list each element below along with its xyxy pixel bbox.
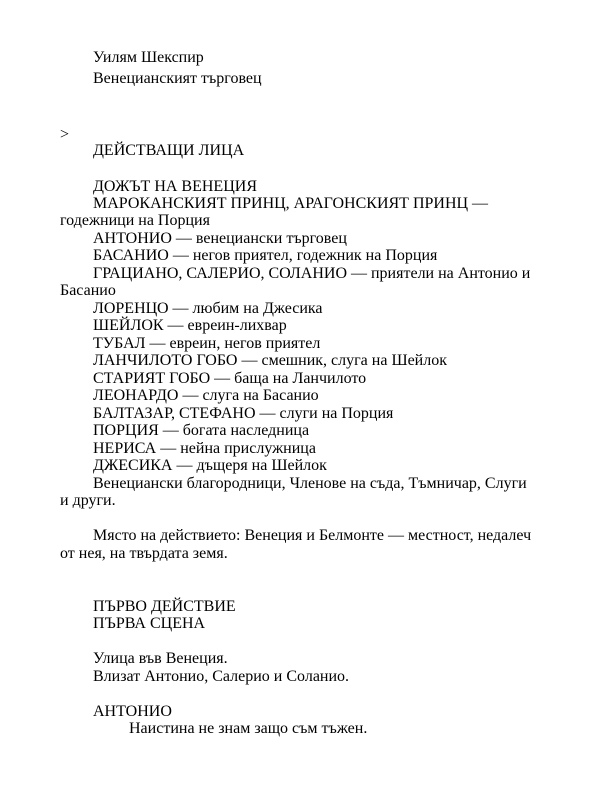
cast-entry-continuation: Басанио <box>60 282 116 299</box>
author-name: Уилям Шекспир <box>93 49 204 66</box>
play-title: Венецианският търговец <box>93 70 262 87</box>
stage-direction: Влизат Антонио, Салерио и Соланио. <box>93 668 350 685</box>
setting-line-continuation: от нея, на твърдата земя. <box>60 545 228 562</box>
marker: > <box>60 126 70 143</box>
cast-entry-continuation: и други. <box>60 492 116 509</box>
cast-entry: ШЕЙЛОК — евреин-лихвар <box>93 317 287 334</box>
cast-entry: СТАРИЯТ ГОБО — баща на Ланчилото <box>93 370 367 387</box>
setting-line: Място на действието: Венеция и Белмонте — местност, недалеч <box>93 527 532 544</box>
cast-entry: НЕРИСА — нейна прислужница <box>93 440 316 457</box>
cast-entry: ДЖЕСИКА — дъщеря на Шейлок <box>93 457 327 474</box>
cast-entry: ДОЖЪТ НА ВЕНЕЦИЯ <box>93 178 257 195</box>
cast-entry: МАРОКАНСКИЯТ ПРИНЦ, АРАГОНСКИЯТ ПРИНЦ — <box>93 195 489 212</box>
cast-entry: БАСАНИО — негов приятел, годежник на Порция <box>93 247 438 264</box>
cast-entry: ГРАЦИАНО, САЛЕРИО, СОЛАНИО — приятели на Антонио и <box>93 265 531 282</box>
cast-entry: ЛАНЧИЛОТО ГОБО — смешник, слуга на Шейлок <box>93 352 447 369</box>
act-heading: ПЪРВО ДЕЙСТВИЕ <box>93 598 236 615</box>
cast-entry: Венециански благородници, Членове на съда, Тъмничар, Слуги <box>93 475 527 492</box>
cast-heading: ДЕЙСТВАЩИ ЛИЦА <box>93 142 245 159</box>
cast-entry: ТУБАЛ — евреин, негов приятел <box>93 335 321 352</box>
cast-entry: АНТОНИО — венециански търговец <box>93 230 347 247</box>
speaker-name: АНТОНИО <box>93 703 172 720</box>
stage-direction: Улица във Венеция. <box>93 650 228 667</box>
speech-line: Наистина не знам защо съм тъжен. <box>129 720 368 737</box>
cast-entry: БАЛТАЗАР, СТЕФАНО — слуги на Порция <box>93 405 394 422</box>
scene-heading: ПЪРВА СЦЕНА <box>93 615 206 632</box>
cast-entry: ЛЕОНАРДО — слуга на Басанио <box>93 387 319 404</box>
cast-entry-continuation: годежници на Порция <box>60 212 210 229</box>
cast-entry: ЛОРЕНЦО — любим на Джесика <box>93 300 323 317</box>
cast-entry: ПОРЦИЯ — богата наследница <box>93 422 310 439</box>
